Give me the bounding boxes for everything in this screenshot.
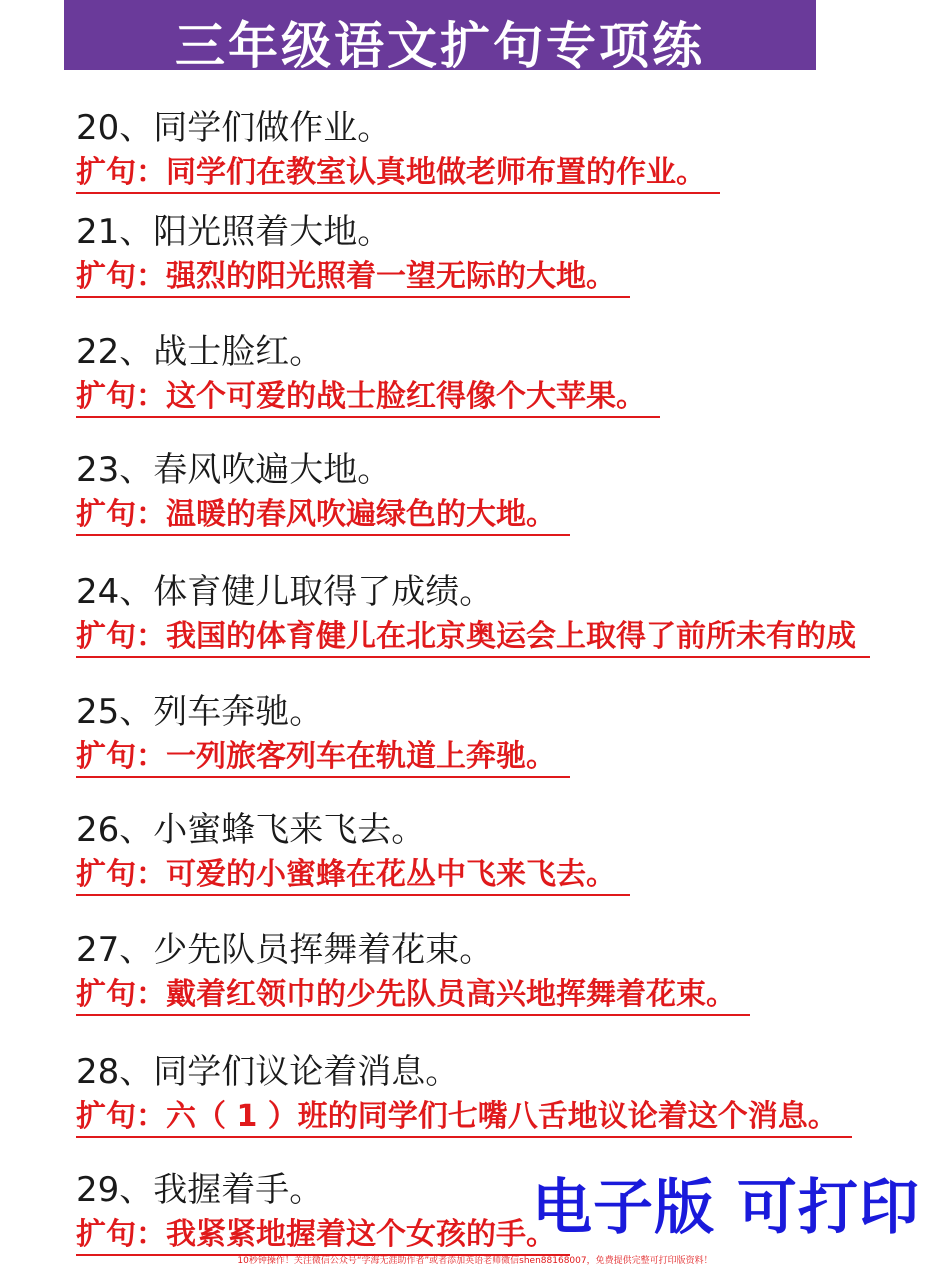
expanded-answer: 扩句：可爱的小蜜蜂在花丛中飞来飞去。 (76, 856, 630, 896)
expanded-answer: 扩句：这个可爱的战士脸红得像个大苹果。 (76, 378, 660, 418)
question-sentence: 26、小蜜蜂飞来飞去。 (76, 810, 426, 850)
footer-notice: 10秒钟操作！关注微信公众号“学海无涯助作者”或者添加英语老师微信shen88168007，免费提供完整可打印版资料！ (237, 1256, 713, 1266)
question-sentence: 23、春风吹遍大地。 (76, 450, 392, 490)
exercise-item (76, 106, 950, 198)
exercise-item (76, 928, 950, 1020)
edition-badge: 电子版 可打印 (532, 1173, 920, 1243)
exercise-item (76, 330, 950, 422)
expanded-answer: 扩句：我紧紧地握着这个女孩的手。 (76, 1216, 570, 1256)
question-sentence: 24、体育健儿取得了成绩。 (76, 572, 494, 612)
expanded-answer: 扩句：六（ 1 ）班的同学们七嘴八舌地议论着这个消息。 (76, 1098, 852, 1138)
exercise-item (76, 690, 950, 782)
question-sentence: 29、我握着手。 (76, 1170, 324, 1210)
question-sentence: 20、同学们做作业。 (76, 108, 392, 148)
question-sentence: 22、战士脸红。 (76, 332, 324, 372)
expanded-answer: 扩句：温暖的春风吹遍绿色的大地。 (76, 496, 570, 536)
exercise-item (76, 570, 950, 662)
title-banner (64, 0, 816, 75)
expanded-answer: 扩句：同学们在教室认真地做老师布置的作业。 (76, 154, 720, 194)
expanded-answer: 扩句：一列旅客列车在轨道上奔驰。 (76, 738, 570, 778)
question-sentence: 28、同学们议论着消息。 (76, 1052, 460, 1092)
question-sentence: 21、阳光照着大地。 (76, 212, 392, 252)
exercise-item (76, 448, 950, 540)
exercise-item (76, 808, 950, 900)
expanded-answer: 扩句：我国的体育健儿在北京奥运会上取得了前所未有的成 (76, 618, 870, 658)
page-title: 三年级语文扩句专项练 (175, 17, 705, 75)
question-sentence: 25、列车奔驰。 (76, 692, 324, 732)
expanded-answer: 扩句：戴着红领巾的少先队员高兴地挥舞着花束。 (76, 976, 750, 1016)
exercise-item (76, 1050, 950, 1142)
exercise-item (76, 210, 950, 302)
question-sentence: 27、少先队员挥舞着花束。 (76, 930, 494, 970)
expanded-answer: 扩句：强烈的阳光照着一望无际的大地。 (76, 258, 630, 298)
